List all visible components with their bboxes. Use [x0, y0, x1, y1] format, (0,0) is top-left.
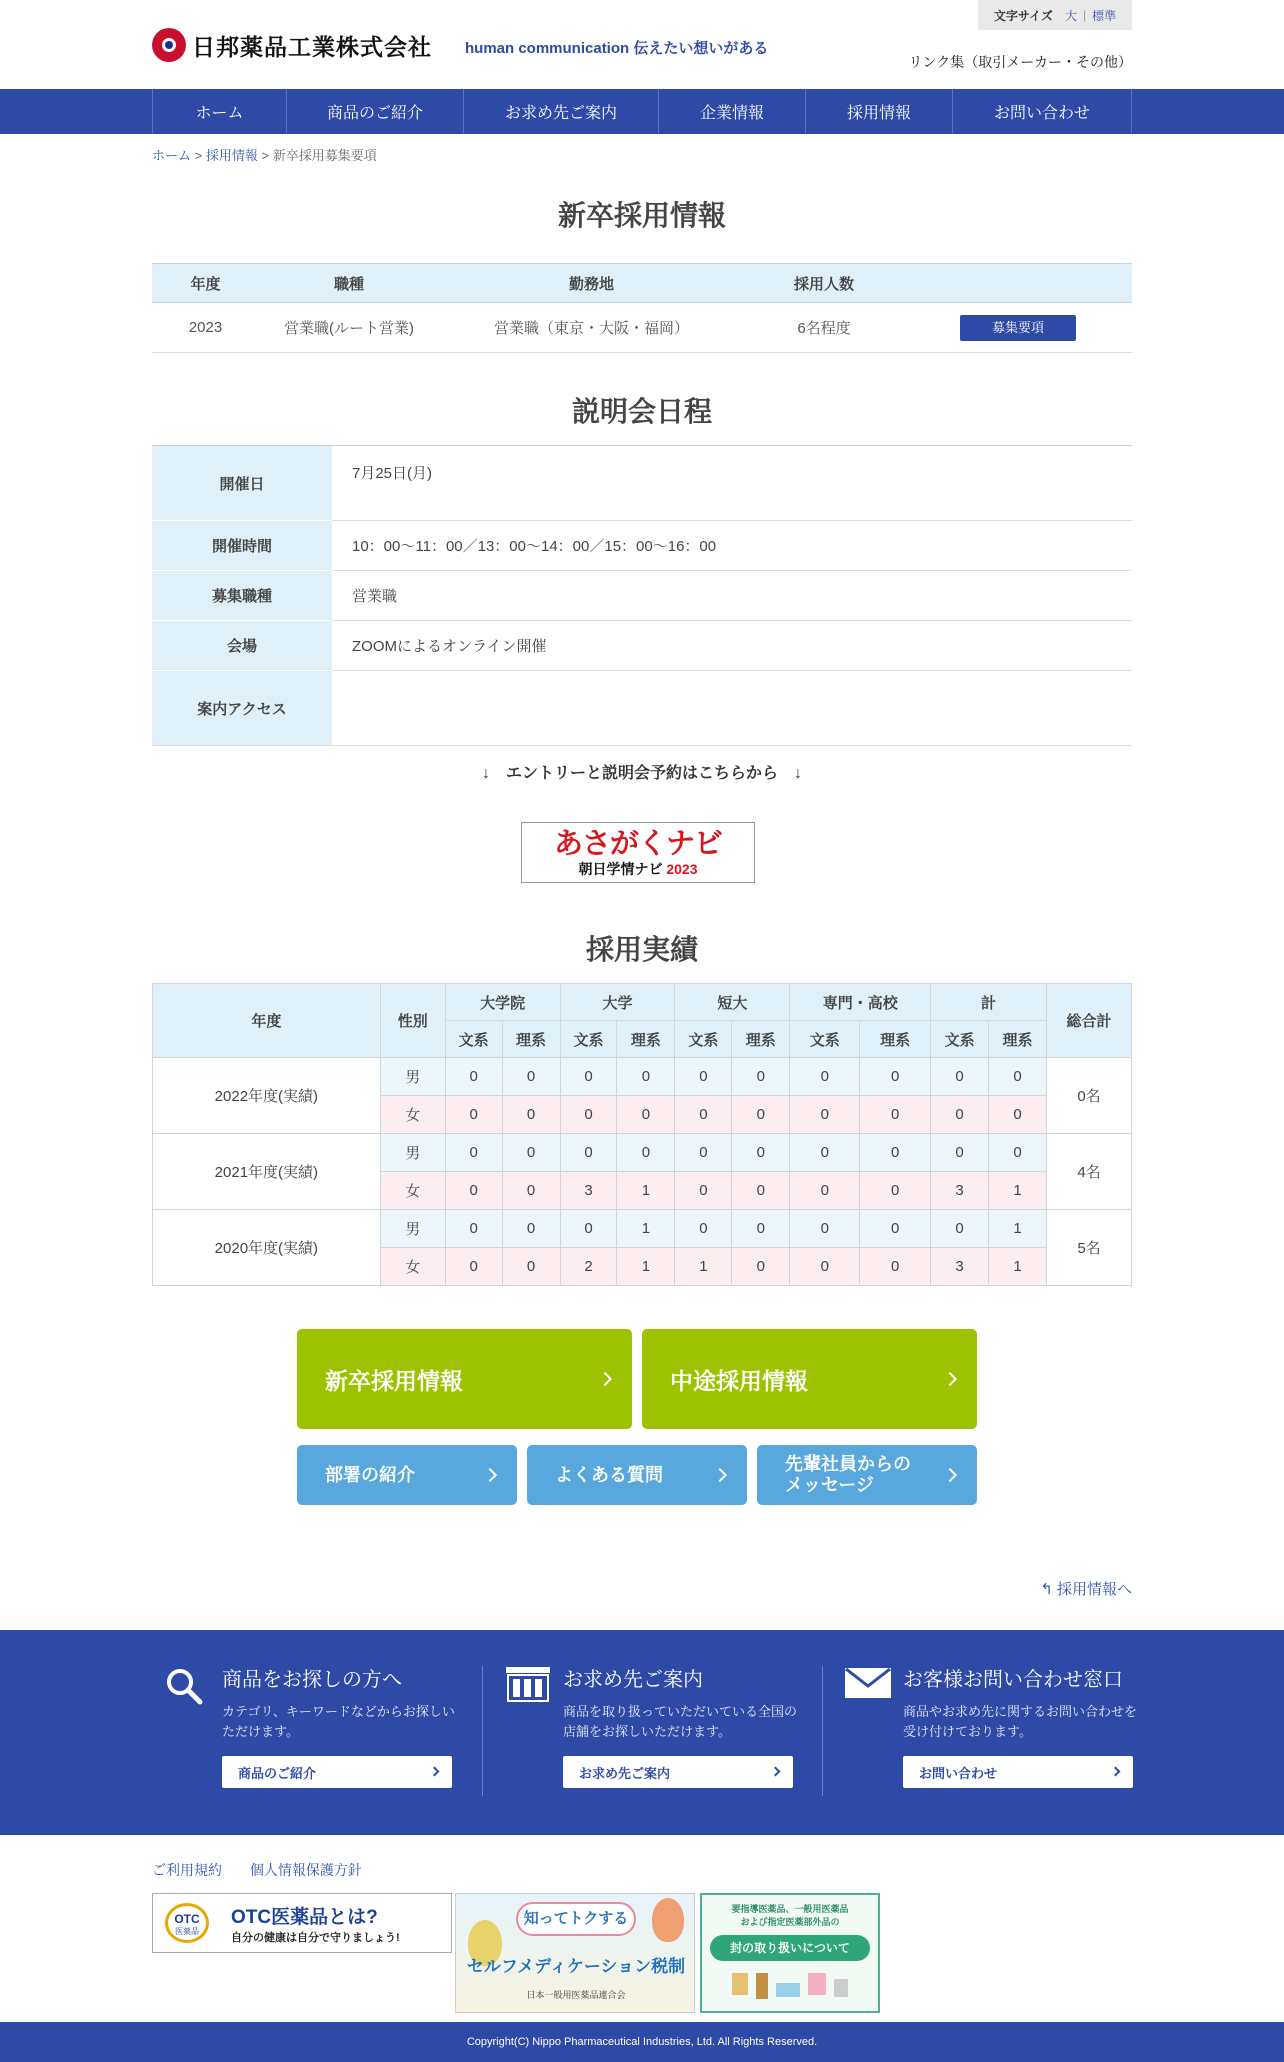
table-row: [152, 303, 1132, 353]
recruit-count: 6名程度: [744, 303, 904, 353]
col-header: 総合計: [1047, 984, 1132, 1058]
footer-contact: [833, 1666, 1148, 1788]
seal-banner-main: 封の取り扱いについて: [710, 1935, 870, 1961]
result-total: 4名: [1047, 1134, 1132, 1210]
result-value: 0: [560, 1210, 617, 1248]
result-value: 0: [445, 1096, 502, 1134]
table-row: [153, 1058, 1132, 1096]
breadcrumb-home[interactable]: ホーム: [152, 148, 192, 163]
result-value: 0: [860, 1134, 931, 1172]
footer-guide: [0, 1630, 1284, 1835]
col-header: 性別: [380, 984, 445, 1058]
breadcrumb-sep: >: [191, 148, 206, 163]
footer-divider: [822, 1666, 823, 1796]
footer-products-title: 商品をお探しの方へ: [222, 1669, 402, 1691]
nav-contact[interactable]: お問い合わせ: [953, 89, 1132, 134]
result-value: 0: [502, 1134, 560, 1172]
nav-home[interactable]: ホーム: [153, 89, 287, 134]
result-value: 0: [860, 1248, 931, 1286]
group-header: 大学院: [445, 984, 560, 1021]
nav-stores[interactable]: お求め先ご案内: [464, 89, 659, 134]
gender-cell: 男: [380, 1058, 445, 1096]
asagaku-navi-banner[interactable]: [521, 822, 755, 883]
mail-icon: [845, 1668, 891, 1698]
gender-cell: 女: [380, 1172, 445, 1210]
font-standard-link[interactable]: 標準: [1092, 8, 1117, 23]
footer-products: [152, 1666, 467, 1788]
result-year: 2020年度(実績): [153, 1210, 381, 1286]
table-row: [153, 1134, 1132, 1172]
result-value: 0: [445, 1248, 502, 1286]
chevron-right-icon: [483, 1468, 497, 1482]
otc-badge-icon: OTC 医薬品: [165, 1903, 209, 1943]
result-value: 0: [502, 1096, 560, 1134]
result-value: 0: [675, 1210, 732, 1248]
result-value: 0: [860, 1172, 931, 1210]
seminar-title: 説明会日程: [571, 396, 712, 427]
self-banner-main: セルフメディケーション税制: [466, 1957, 686, 1976]
result-value: 0: [617, 1096, 675, 1134]
result-value: 0: [790, 1210, 860, 1248]
result-value: 0: [931, 1096, 989, 1134]
sub-header: 理系: [860, 1021, 931, 1058]
otc-banner-sub: 自分の健康は自分で守りましょう!: [231, 1932, 400, 1944]
seal-handling-banner[interactable]: [700, 1893, 880, 2013]
result-value: 1: [617, 1248, 675, 1286]
result-value: 1: [989, 1172, 1047, 1210]
product-package-icons: [732, 1973, 848, 1999]
entry-guide: ↓ エントリーと説明会予約はこちらから ↓: [481, 765, 802, 782]
balloon-icon: [652, 1898, 684, 1942]
new-grad-label: 新卒採用情報: [325, 1367, 463, 1394]
sub-header: 文系: [675, 1021, 732, 1058]
group-header: 大学: [560, 984, 675, 1021]
col-header: 職種: [259, 264, 439, 303]
sub-header: 理系: [732, 1021, 790, 1058]
result-value: 1: [617, 1172, 675, 1210]
col-header: 採用人数: [744, 264, 904, 303]
sub-header: 文系: [445, 1021, 502, 1058]
footer-stores-title: お求め先ご案内: [563, 1669, 703, 1691]
result-value: 0: [790, 1058, 860, 1096]
seminar-table: [152, 445, 1132, 746]
result-value: 0: [675, 1172, 732, 1210]
result-year: 2022年度(実績): [153, 1058, 381, 1134]
col-header: 勤務地: [439, 264, 744, 303]
faq-label: よくある質問: [555, 1464, 663, 1485]
result-value: 0: [989, 1096, 1047, 1134]
seal-banner-text: 要指導医薬品、一般用医薬品 および指定医薬部外品の: [731, 1904, 849, 1927]
result-value: 0: [617, 1134, 675, 1172]
col-header-empty: [904, 264, 1132, 303]
seminar-label: 案内アクセス: [152, 671, 332, 746]
result-value: 0: [675, 1096, 732, 1134]
result-value: 0: [790, 1172, 860, 1210]
result-value: 0: [445, 1134, 502, 1172]
company-name: 日邦薬品工業株式会社: [192, 33, 432, 60]
result-value: 0: [732, 1096, 790, 1134]
font-size-switcher: [978, 0, 1132, 30]
chevron-right-icon: [943, 1468, 957, 1482]
result-value: 0: [675, 1134, 732, 1172]
footer-stores: [493, 1666, 808, 1788]
font-large-link[interactable]: 大: [1064, 8, 1077, 23]
terms-link[interactable]: ご利用規約: [152, 1862, 222, 1878]
faq-button[interactable]: [527, 1445, 747, 1505]
seminar-value: 営業職: [332, 571, 1132, 621]
link-collection[interactable]: リンク集（取引メーカー・その他）: [908, 54, 1132, 70]
back-to-recruit-link[interactable]: ↰ 採用情報へ: [1040, 1581, 1132, 1598]
asagaku-logo: あさがくナビ: [553, 828, 722, 860]
result-value: 3: [560, 1172, 617, 1210]
chevron-right-icon: [943, 1372, 957, 1386]
result-value: 0: [790, 1248, 860, 1286]
result-value: 0: [560, 1134, 617, 1172]
result-value: 0: [931, 1210, 989, 1248]
result-value: 3: [931, 1172, 989, 1210]
result-value: 0: [860, 1058, 931, 1096]
font-size-separator: |: [1082, 8, 1087, 22]
result-value: 0: [989, 1058, 1047, 1096]
self-banner-top: 知ってトクする: [516, 1902, 636, 1936]
result-value: 0: [931, 1058, 989, 1096]
footer-products-desc: カテゴリ、キーワードなどからお探しいただけます。: [222, 1704, 455, 1739]
new-grad-button[interactable]: [297, 1329, 632, 1429]
col-header: 年度: [153, 984, 381, 1058]
seminar-value: 10：00～11：00／13：00～14：00／15：00～16：00: [332, 521, 1132, 571]
gender-cell: 男: [380, 1134, 445, 1172]
nav-products[interactable]: 商品のご紹介: [287, 89, 464, 134]
nav-company[interactable]: 企業情報: [659, 89, 806, 134]
chevron-right-icon: [713, 1468, 727, 1482]
sub-header: 理系: [502, 1021, 560, 1058]
result-value: 0: [732, 1210, 790, 1248]
recruit-job: 営業職(ルート営業): [259, 303, 439, 353]
result-value: 1: [989, 1210, 1047, 1248]
footer-divider: [482, 1666, 483, 1796]
font-size-label: 文字サイズ: [993, 8, 1053, 23]
gender-cell: 男: [380, 1210, 445, 1248]
result-value: 0: [502, 1210, 560, 1248]
breadcrumb-current: 新卒採用募集要項: [272, 148, 377, 163]
breadcrumb-sep: >: [257, 148, 273, 163]
result-value: 1: [617, 1210, 675, 1248]
result-value: 0: [675, 1058, 732, 1096]
store-icon: [505, 1666, 551, 1702]
seminar-label: 開催日: [152, 446, 332, 521]
recruit-location: 営業職（東京・大阪・福岡）: [439, 303, 744, 353]
chevron-right-icon: [1111, 1767, 1121, 1777]
result-value: 0: [732, 1248, 790, 1286]
result-value: 0: [732, 1134, 790, 1172]
return-arrow-icon: ↰: [1040, 1581, 1057, 1598]
recruit-button-cell: [904, 303, 1132, 353]
footer-links: [152, 1860, 386, 1880]
seminar-label: 会場: [152, 621, 332, 671]
result-value: 1: [675, 1248, 732, 1286]
footer-contact-desc: 商品やお求め先に関するお問い合わせを受け付けております。: [903, 1704, 1138, 1739]
logo-mark-icon: [152, 28, 186, 62]
chevron-right-icon: [771, 1767, 781, 1777]
self-medication-banner[interactable]: [455, 1893, 695, 2013]
recruit-year: 2023: [152, 303, 259, 353]
result-value: 0: [445, 1058, 502, 1096]
result-value: 0: [790, 1096, 860, 1134]
result-value: 0: [560, 1058, 617, 1096]
breadcrumb-recruit[interactable]: 採用情報: [205, 148, 258, 163]
nav-recruit[interactable]: 採用情報: [806, 89, 953, 134]
seminar-value: 7月25日(月): [332, 446, 1132, 521]
results-table: [152, 983, 1132, 1286]
sub-header: 理系: [617, 1021, 675, 1058]
results-title: 採用実績: [585, 934, 698, 965]
otc-banner-title: OTC医薬品とは?: [231, 1907, 378, 1928]
seminar-value: ZOOMによるオンライン開催: [332, 621, 1132, 671]
result-value: 0: [445, 1172, 502, 1210]
result-value: 0: [732, 1172, 790, 1210]
result-value: 0: [502, 1248, 560, 1286]
recruit-table: [152, 263, 1132, 353]
result-total: 5名: [1047, 1210, 1132, 1286]
col-header: 年度: [152, 264, 259, 303]
group-header: 専門・高校: [790, 984, 931, 1021]
chevron-right-icon: [598, 1372, 612, 1386]
sub-header: 文系: [790, 1021, 860, 1058]
sub-header: 理系: [989, 1021, 1047, 1058]
seminar-label: 開催時間: [152, 521, 332, 571]
company-logo[interactable]: [152, 28, 432, 62]
departments-label: 部署の紹介: [325, 1464, 415, 1485]
result-value: 0: [502, 1058, 560, 1096]
mid-career-label: 中途採用情報: [670, 1367, 808, 1394]
senior-message-label: 先輩社員からの メッセージ: [785, 1454, 911, 1495]
footer-stores-button[interactable]: お求め先ご案内: [563, 1756, 793, 1788]
breadcrumb: [152, 145, 377, 164]
result-year: 2021年度(実績): [153, 1134, 381, 1210]
result-value: 0: [860, 1096, 931, 1134]
group-header: 計: [931, 984, 1047, 1021]
asagaku-sub: 朝日学情ナビ 2023: [578, 861, 698, 877]
result-total: 0名: [1047, 1058, 1132, 1134]
result-value: 0: [732, 1058, 790, 1096]
footer-stores-desc: 商品を取り扱っていただいている全国の店舗をお探しいただけます。: [563, 1704, 798, 1739]
site-header: [0, 0, 1284, 89]
departments-button[interactable]: [297, 1445, 517, 1505]
result-value: 0: [860, 1210, 931, 1248]
table-row: [153, 1210, 1132, 1248]
footer-contact-title: お客様お問い合わせ窓口: [903, 1669, 1123, 1691]
job-details-button[interactable]: 募集要項: [960, 315, 1076, 341]
gender-cell: 女: [380, 1096, 445, 1134]
gender-cell: 女: [380, 1248, 445, 1286]
result-value: 0: [502, 1172, 560, 1210]
footer-contact-button[interactable]: お問い合わせ: [903, 1756, 1133, 1788]
result-value: 3: [931, 1248, 989, 1286]
otc-banner[interactable]: [152, 1893, 452, 1953]
global-nav: [0, 89, 1284, 134]
result-value: 1: [989, 1248, 1047, 1286]
footer-products-button[interactable]: 商品のご紹介: [222, 1756, 452, 1788]
self-banner-org: 日本一般用医薬品連合会: [526, 1990, 626, 2000]
sub-header: 文系: [931, 1021, 989, 1058]
result-value: 0: [989, 1134, 1047, 1172]
result-value: 0: [790, 1134, 860, 1172]
senior-message-button[interactable]: [757, 1445, 977, 1505]
recruit-title: 新卒採用情報: [557, 200, 726, 231]
mid-career-button[interactable]: [642, 1329, 977, 1429]
seminar-label: 募集職種: [152, 571, 332, 621]
seminar-value: [332, 671, 1132, 746]
sub-header: 文系: [560, 1021, 617, 1058]
tagline: human communication 伝えたい想いがある: [465, 40, 769, 57]
result-value: 2: [560, 1248, 617, 1286]
chevron-right-icon: [430, 1767, 440, 1777]
group-header: 短大: [675, 984, 790, 1021]
result-value: 0: [617, 1058, 675, 1096]
copyright: Copyright(C) Nippo Pharmaceutical Industries, Ltd. All Rights Reserved.: [0, 2022, 1284, 2062]
privacy-link[interactable]: 個人情報保護方針: [249, 1862, 362, 1878]
result-value: 0: [560, 1096, 617, 1134]
result-value: 0: [445, 1210, 502, 1248]
result-value: 0: [931, 1134, 989, 1172]
search-icon: [164, 1666, 204, 1706]
